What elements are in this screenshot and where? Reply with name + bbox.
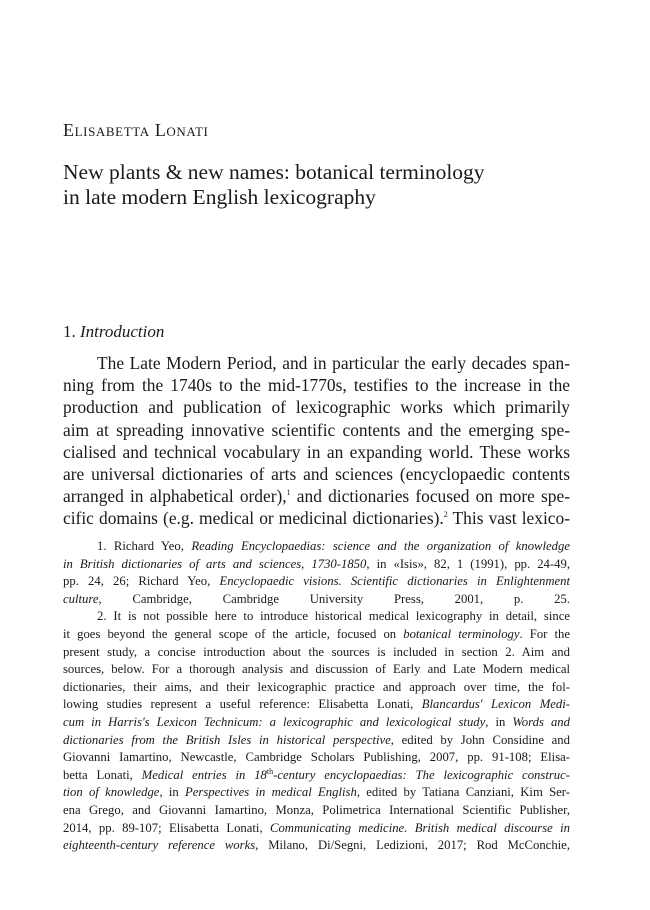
footnote-line [63,732,570,750]
title-line: New plants & new names: botanical terminology [63,160,485,184]
footnote-2 [63,608,570,854]
footnote-ref[interactable]: 1 [286,488,291,498]
author-name: Elisabetta Lonati [63,120,209,140]
footnote-line [63,573,570,591]
footnote-text: Giovanni Iamartino, Newcastle, Cambridge Scholars Publishing, 2007, pp. 91-108; Elisa- [63,750,570,765]
footnotes [63,538,570,855]
footnote-text: , edited by John Considine and [390,732,570,747]
footnote-text: 2. It is not possible here to introduce historical medical lexicography in detail, since [97,609,570,624]
footnote-line [63,661,570,679]
footnote-line [63,626,570,644]
italic-text: Medical entries in 18 [141,767,267,782]
italic-text: Reading Encyclopaedias: science and the organization of knowledge [191,539,570,553]
footnote-line [63,714,570,732]
body-fragment: This vast lexico- [447,508,570,529]
footnote-line [63,608,570,626]
footnote-line [63,784,570,802]
italic-text: Words and [512,714,570,729]
footnote-text: , in [485,714,513,729]
footnote-line [63,820,570,838]
body-line: production and publication of lexicographic works which primarily [63,397,570,418]
footnote-text: 2014, pp. 89-107; Elisabetta Lonati, [63,820,270,835]
footnote-text: present study, a concise introduction about the sources is included in section 2. Aim and [63,644,570,659]
title-line: in late modern English lexicography [63,185,376,209]
body-line: aim at spreading innovative scientific contents and the emerging spe- [63,419,570,440]
body-line: cialised and technical vocabulary in an expanding world. These works [63,441,570,462]
footnote-line [63,644,570,662]
footnote-line [63,679,570,697]
footnote-text: pp. 24, 26; Richard Yeo, [63,574,220,589]
section-title: Introduction [80,322,165,341]
footnote-text: ena Grego, and Giovanni Iamartino, Monza, Polimetrica International Scientific Publisher, [63,802,570,817]
footnote-text: , in [159,785,186,800]
section-number: 1. [63,322,76,341]
footnote-text: 1. Richard Yeo, [97,539,192,553]
italic-text: Blancardus' Lexicon Medi- [421,697,570,712]
footnote-line [63,556,570,574]
body-line: ning from the 1740s to the mid-1770s, testifies to the increase in the [63,375,570,396]
footnote-text: , Milano, Di/Segni, Ledizioni, 2017; Rod McConchie, [255,838,570,853]
footnote-1 [63,538,570,608]
italic-text: in British dictionaries of arts and sciences, 1730-1850 [63,556,367,571]
body-fragment: and dictionaries focused on more spe- [290,486,570,507]
footnote-text: , Cambridge, Cambridge University Press, 2001, p. 25. [98,591,570,606]
footnote-text: sources, below. For a thorough analysis and discussion of Early and Late Modern medical [63,662,570,677]
footnote-line [63,802,570,820]
footnote-text: betta Lonati, [63,767,142,782]
footnote-line [63,538,570,556]
italic-text: Communicating medicine. British medical discourse in [269,820,570,835]
footnote-line [63,696,570,714]
italic-text: Encyclopaedic visions. Scientific dictionaries in Enlightenment [219,574,570,589]
italic-text: cum in Harris's Lexicon Technicum: a lexicographic and lexicological study [63,714,486,729]
footnote-text: lowing studies represent a useful reference: Elisabetta Lonati, [63,697,422,712]
footnote-text: , in «Isis», 82, 1 (1991), pp. 24-49, [366,556,570,571]
footnote-ref[interactable]: 2 [443,510,448,520]
italic-text: -century encyclopaedias: The lexicographic construc- [273,767,570,782]
superscript: th [266,766,274,776]
italic-text: dictionaries from the British Isles in historical perspective [63,732,391,747]
body-line [63,507,570,529]
footnote-line [63,591,570,609]
italic-text: tion of knowledge [63,785,160,800]
footnote-text: , edited by Tatiana Canziani, Kim Ser- [356,785,570,800]
body-fragment: cific domains (e.g. medical or medicinal dictionaries). [63,508,444,529]
italic-text: botanical terminology [403,626,520,641]
body-line: The Late Modern Period, and in particular the early decades span- [97,353,570,373]
italic-text: eighteenth-century reference works [63,838,256,853]
footnote-text: dictionaries, their aims, and their lexicographic practice and approach over time, the fol- [63,679,570,694]
italic-text: Perspectives in medical English [185,785,357,800]
footnote-line [63,767,570,785]
body-line [63,485,570,507]
footnote-text: it goes beyond the general scope of the article, focused on [63,626,404,641]
section-heading [63,322,164,342]
body-fragment: arranged in alphabetical order), [63,486,287,507]
article-title [63,160,583,210]
footnote-text: . For the [519,626,570,641]
body-text [63,352,570,530]
italic-text: culture [63,591,99,606]
footnote-line [63,749,570,767]
footnote-line [63,837,570,855]
body-line: are universal dictionaries of arts and sciences (encyclopaedic contents [63,463,570,484]
